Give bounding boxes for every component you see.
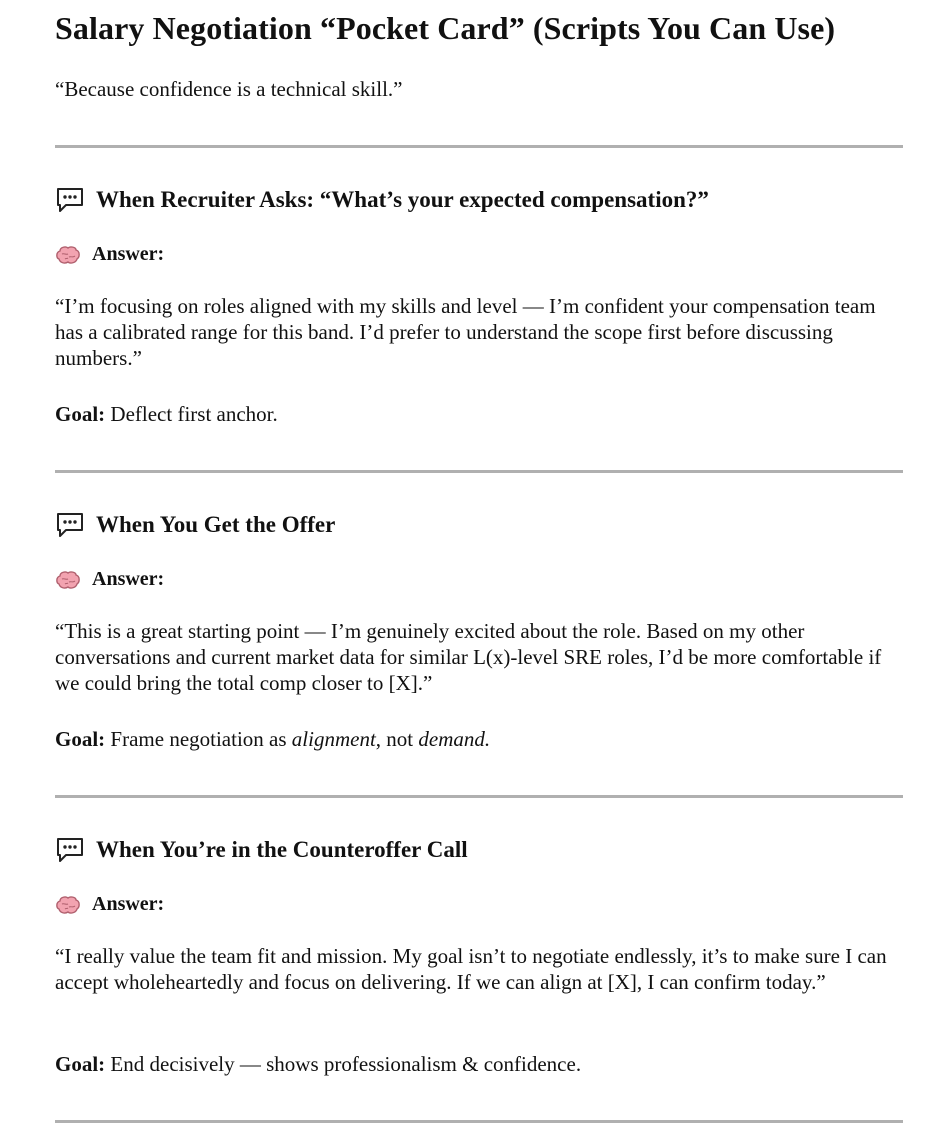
answer-label-row [55, 893, 164, 916]
goal-text: Deflect first anchor. [105, 402, 278, 426]
section-heading: When You Get the Offer [96, 512, 336, 537]
answer-label-row [55, 243, 164, 266]
page-subtitle: “Because confidence is a technical skill.” [55, 77, 403, 101]
section-heading-row [55, 836, 468, 864]
speech-bubble-icon [55, 512, 85, 538]
divider [55, 795, 903, 798]
answer-label-row [55, 568, 164, 591]
goal-line [55, 1052, 581, 1077]
goal-text-start: Frame negotiation as [105, 727, 292, 751]
answer-label: Answer: [92, 243, 165, 265]
answer-label: Answer: [92, 568, 165, 590]
section-heading-row [55, 511, 335, 539]
answer-quote: “I really value the team fit and mission. My goal isn’t to negotiate endlessly, it’s to make sure I can accept wholeheartedly and focus on delivering. If we can align at [X], I can confirm today.” [55, 944, 887, 994]
divider [55, 145, 903, 148]
divider [55, 1120, 903, 1123]
goal-emphasis-demand: demand. [418, 727, 491, 751]
answer-quote: “This is a great starting point — I’m genuinely excited about the role. Based on my other conversations and current market data for similar L(x)-level SRE roles, I’d be more comfortable if we could bring the total comp closer to [X].” [55, 619, 882, 695]
brain-icon [55, 895, 81, 915]
goal-label: Goal: [55, 727, 106, 751]
divider [55, 470, 903, 473]
brain-icon [55, 245, 81, 265]
section-heading: When You’re in the Counteroffer Call [96, 837, 468, 862]
page-title: Salary Negotiation “Pocket Card” (Scripts You Can Use) [55, 10, 836, 46]
speech-bubble-icon [55, 837, 85, 863]
speech-bubble-icon [55, 187, 85, 213]
goal-emphasis-alignment: alignment [291, 727, 376, 751]
brain-icon [55, 570, 81, 590]
section-heading-row [55, 186, 709, 214]
goal-text-middle: , not [375, 727, 419, 751]
answer-label: Answer: [92, 893, 165, 915]
goal-label: Goal: [55, 402, 106, 426]
goal-line [55, 727, 490, 752]
goal-line [55, 402, 278, 427]
section-heading: When Recruiter Asks: “What’s your expected compensation?” [96, 187, 709, 212]
goal-label: Goal: [55, 1052, 106, 1076]
goal-text: End decisively — shows professionalism & confidence. [105, 1052, 582, 1076]
answer-quote: “I’m focusing on roles aligned with my skills and level — I’m confident your compensation team has a calibrated range for this band. I’d prefer to understand the scope first before discussing numbers.” [55, 294, 876, 370]
